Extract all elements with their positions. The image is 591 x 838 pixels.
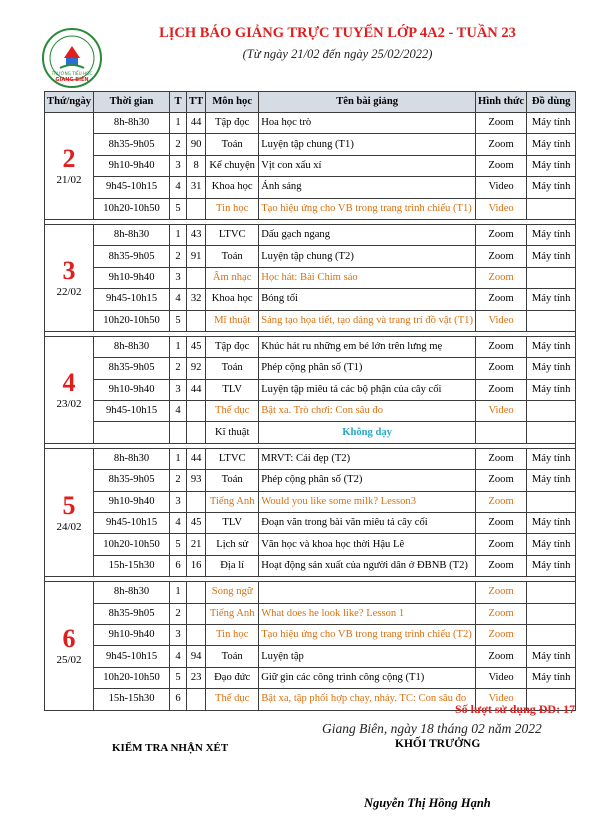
table-row [45,358,576,379]
lesson-cell: Bật xa. Trò chơi: Con sâu đo [259,401,476,422]
day-number: 6 [62,623,76,653]
day-number: 3 [62,255,76,285]
tool-cell: Máy tính [527,336,576,357]
day-cell [45,582,94,710]
time-cell: 9h10-9h40 [94,624,170,645]
t-cell: 3 [170,155,187,176]
tt-cell [187,491,206,512]
table-row [45,422,576,443]
tt-cell: 8 [187,155,206,176]
form-cell [476,422,527,443]
day-cell [45,448,94,576]
head-label: KHỐI TRƯỞNG [395,738,481,750]
svg-text:TRƯỜNG TIỂU HỌC: TRƯỜNG TIỂU HỌC [51,71,93,76]
lesson-cell: Vịt con xấu xí [259,155,476,176]
school-logo [42,28,102,88]
form-cell: Zoom [476,246,527,267]
lesson-cell: Phép cộng phân số (T2) [259,470,476,491]
lesson-cell: Bật xa, tập phối hợp chạy, nhảy. TC: Con sâu đo [259,689,476,710]
subject-cell: Toán [206,134,259,155]
header-day: Thứ/ngày [45,92,94,113]
table-row [45,401,576,422]
time-cell: 8h-8h30 [94,582,170,603]
table-row [45,224,576,245]
t-cell: 4 [170,177,187,198]
time-cell: 9h45-10h15 [94,289,170,310]
time-cell: 9h10-9h40 [94,155,170,176]
lesson-cell: Would you like some milk? Lesson3 [259,491,476,512]
tt-cell [187,401,206,422]
table-row [45,624,576,645]
subject-cell: Khoa học [206,289,259,310]
lesson-cell: Tạo hiệu ứng cho VB trong trang trình chiếu (T1) [259,198,476,219]
tool-cell: Máy tính [527,534,576,555]
tt-cell: 43 [187,224,206,245]
form-cell: Zoom [476,379,527,400]
form-cell: Zoom [476,336,527,357]
time-cell: 8h35-9h05 [94,470,170,491]
subject-cell: Tiếng Anh [206,603,259,624]
subject-cell: Toán [206,358,259,379]
day-cell [45,224,94,331]
form-cell: Zoom [476,534,527,555]
tool-cell [527,422,576,443]
time-cell: 10h20-10h50 [94,534,170,555]
form-cell: Zoom [476,448,527,469]
header-subject: Môn học [206,92,259,113]
time-cell: 9h45-10h15 [94,646,170,667]
table-row [45,289,576,310]
time-cell: 15h-15h30 [94,689,170,710]
tt-cell: 90 [187,134,206,155]
table-row [45,310,576,331]
header-t: T [170,92,187,113]
t-cell: 3 [170,267,187,288]
lesson-cell: Luyện tập chung (T2) [259,246,476,267]
tt-cell: 44 [187,448,206,469]
form-cell: Zoom [476,289,527,310]
lesson-cell: MRVT: Cái đẹp (T2) [259,448,476,469]
tool-cell [527,310,576,331]
tt-cell: 92 [187,358,206,379]
t-cell: 2 [170,358,187,379]
table-header-row [45,92,576,113]
subject-cell: Tin học [206,624,259,645]
t-cell: 5 [170,310,187,331]
tool-cell: Máy tính [527,646,576,667]
form-cell: Zoom [476,224,527,245]
t-cell: 3 [170,624,187,645]
t-cell [170,422,187,443]
subject-cell: TLV [206,379,259,400]
tool-cell [527,491,576,512]
tool-cell: Máy tính [527,470,576,491]
lesson-cell: Không dạy [259,422,476,443]
tool-cell [527,401,576,422]
form-cell: Zoom [476,155,527,176]
tool-cell: Máy tính [527,667,576,688]
tt-cell: 31 [187,177,206,198]
tt-cell: 45 [187,336,206,357]
day-date: 21/02 [56,173,82,186]
usage-count: Số lượt sử dụng ĐD: 17 [455,702,576,716]
form-cell: Video [476,689,527,710]
time-cell: 8h-8h30 [94,448,170,469]
page-title: LỊCH BÁO GIẢNG TRỰC TUYẾN LỚP 4A2 - TUẦN 23 [159,25,516,41]
t-cell: 3 [170,491,187,512]
form-cell: Zoom [476,555,527,576]
schedule-table [44,91,576,711]
table-row [45,379,576,400]
tt-cell [187,422,206,443]
t-cell: 2 [170,246,187,267]
tool-cell: Máy tính [527,155,576,176]
form-cell: Zoom [476,267,527,288]
time-cell [94,422,170,443]
time-cell: 10h20-10h50 [94,667,170,688]
subject-cell: Thể dục [206,401,259,422]
time-cell: 9h45-10h15 [94,513,170,534]
time-cell: 8h-8h30 [94,224,170,245]
t-cell: 1 [170,113,187,134]
tool-cell: Máy tính [527,224,576,245]
lesson-cell: Hoạt động sản xuất của người dân ở ĐBNB (T2) [259,555,476,576]
tool-cell: Máy tính [527,134,576,155]
tt-cell: 44 [187,113,206,134]
tool-cell: Máy tính [527,379,576,400]
table-row [45,646,576,667]
day-cell [45,336,94,443]
time-cell: 8h35-9h05 [94,134,170,155]
subject-cell: Thể dục [206,689,259,710]
signer-name: Nguyễn Thị Hồng Hạnh [364,796,491,810]
lesson-cell: Tạo hiệu ứng cho VB trong trang trình chiếu (T2) [259,624,476,645]
time-cell: 8h35-9h05 [94,246,170,267]
form-cell: Video [476,667,527,688]
time-cell: 8h35-9h05 [94,358,170,379]
tool-cell: Máy tính [527,289,576,310]
subject-cell: Tin học [206,198,259,219]
t-cell: 6 [170,555,187,576]
form-cell: Zoom [476,513,527,534]
lesson-cell: Phép cộng phân số (T1) [259,358,476,379]
tool-cell [527,198,576,219]
form-cell: Video [476,401,527,422]
tt-cell [187,582,206,603]
subject-cell: Mĩ thuật [206,310,259,331]
t-cell: 5 [170,534,187,555]
tool-cell: Máy tính [527,358,576,379]
lesson-cell: Luyện tập miêu tả các bộ phận của cây cối [259,379,476,400]
table-row [45,534,576,555]
lesson-cell: Giữ gìn các công trình công cộng (T1) [259,667,476,688]
day-date: 24/02 [56,520,82,533]
form-cell: Video [476,177,527,198]
tt-cell: 93 [187,470,206,491]
t-cell: 2 [170,470,187,491]
tool-cell: Máy tính [527,555,576,576]
tool-cell [527,267,576,288]
table-row [45,155,576,176]
table-row [45,491,576,512]
subject-cell: Địa lí [206,555,259,576]
lesson-cell: What does he look like? Lesson 1 [259,603,476,624]
time-cell: 9h10-9h40 [94,267,170,288]
time-cell: 15h-15h30 [94,555,170,576]
place-date: Giang Biên, ngày 18 tháng 02 năm 2022 [322,721,542,736]
lesson-cell [259,582,476,603]
tool-cell: Máy tính [527,113,576,134]
svg-text:GIANG BIÊN: GIANG BIÊN [55,77,89,83]
subject-cell: Toán [206,646,259,667]
form-cell: Video [476,198,527,219]
time-cell: 9h10-9h40 [94,379,170,400]
day-number: 5 [62,490,76,520]
tt-cell: 16 [187,555,206,576]
subject-cell: Đạo đức [206,667,259,688]
tool-cell: Máy tính [527,448,576,469]
tt-cell: 32 [187,289,206,310]
time-cell: 9h45-10h15 [94,177,170,198]
tt-cell [187,689,206,710]
form-cell: Zoom [476,470,527,491]
form-cell: Zoom [476,491,527,512]
t-cell: 5 [170,667,187,688]
table-row [45,555,576,576]
lesson-cell: Sáng tạo họa tiết, tạo dáng và trang trí đồ vật (T1) [259,310,476,331]
t-cell: 4 [170,401,187,422]
subject-cell: Tiếng Anh [206,491,259,512]
table-row [45,246,576,267]
tt-cell: 94 [187,646,206,667]
subject-cell: Song ngữ [206,582,259,603]
time-cell: 10h20-10h50 [94,310,170,331]
subject-cell: Kể chuyện [206,155,259,176]
page-subtitle: (Từ ngày 21/02 đến ngày 25/02/2022) [242,47,433,61]
lesson-cell: Luyện tập [259,646,476,667]
time-cell: 9h10-9h40 [94,491,170,512]
t-cell: 6 [170,689,187,710]
day-cell [45,113,94,220]
time-cell: 9h45-10h15 [94,401,170,422]
t-cell: 1 [170,224,187,245]
subject-cell: Khoa học [206,177,259,198]
tt-cell [187,310,206,331]
lesson-cell: Luyện tập chung (T1) [259,134,476,155]
t-cell: 2 [170,603,187,624]
form-cell: Video [476,310,527,331]
table-row [45,667,576,688]
subject-cell: Lịch sử [206,534,259,555]
lesson-cell: Học hát: Bài Chim sáo [259,267,476,288]
day-number: 2 [62,143,76,173]
subject-cell: Tập đọc [206,336,259,357]
subject-cell: LTVC [206,224,259,245]
t-cell: 4 [170,289,187,310]
table-row [45,134,576,155]
t-cell: 1 [170,448,187,469]
form-cell: Zoom [476,113,527,134]
day-date: 25/02 [56,653,82,666]
form-cell: Zoom [476,134,527,155]
tt-cell [187,603,206,624]
table-row [45,603,576,624]
form-cell: Zoom [476,646,527,667]
lesson-cell: Đoạn văn trong bài văn miêu tả cây cối [259,513,476,534]
time-cell: 8h35-9h05 [94,603,170,624]
tool-cell [527,603,576,624]
table-row [45,113,576,134]
tt-cell: 44 [187,379,206,400]
header-tt: TT [187,92,206,113]
tool-cell [527,624,576,645]
tt-cell: 21 [187,534,206,555]
header-form: Hình thức [476,92,527,113]
day-date: 23/02 [56,397,82,410]
lesson-cell: Ánh sáng [259,177,476,198]
tool-cell: Máy tính [527,177,576,198]
subject-cell: Âm nhạc [206,267,259,288]
table-row [45,336,576,357]
table-row [45,177,576,198]
form-cell: Zoom [476,582,527,603]
t-cell: 3 [170,379,187,400]
table-row [45,582,576,603]
table-row [45,513,576,534]
lesson-cell: Văn học và khoa học thời Hậu Lê [259,534,476,555]
table-row [45,470,576,491]
tt-cell [187,267,206,288]
tool-cell: Máy tính [527,513,576,534]
subject-cell: Toán [206,470,259,491]
time-cell: 10h20-10h50 [94,198,170,219]
lesson-cell: Bóng tối [259,289,476,310]
subject-cell: Toán [206,246,259,267]
table-row [45,267,576,288]
time-cell: 8h-8h30 [94,113,170,134]
subject-cell: LTVC [206,448,259,469]
lesson-cell: Hoa học trò [259,113,476,134]
review-label: KIỂM TRA NHẬN XÉT [112,742,229,754]
table-row [45,448,576,469]
t-cell: 2 [170,134,187,155]
form-cell: Zoom [476,624,527,645]
form-cell: Zoom [476,358,527,379]
tool-cell: Máy tính [527,246,576,267]
tt-cell [187,198,206,219]
table-row [45,198,576,219]
tool-cell [527,582,576,603]
time-cell: 8h-8h30 [94,336,170,357]
tt-cell: 23 [187,667,206,688]
t-cell: 1 [170,336,187,357]
lesson-cell: Khúc hát ru những em bé lớn trên lưng mẹ [259,336,476,357]
t-cell: 5 [170,198,187,219]
tt-cell [187,624,206,645]
lesson-cell: Dấu gạch ngang [259,224,476,245]
form-cell: Zoom [476,603,527,624]
header-tool: Đồ dùng [527,92,576,113]
header-time: Thời gian [94,92,170,113]
subject-cell: Tập đọc [206,113,259,134]
t-cell: 4 [170,513,187,534]
t-cell: 4 [170,646,187,667]
subject-cell: TLV [206,513,259,534]
day-date: 22/02 [56,285,82,298]
t-cell: 1 [170,582,187,603]
subject-cell: Kĩ thuật [206,422,259,443]
day-number: 4 [62,367,76,397]
header-lesson: Tên bài giảng [259,92,476,113]
tt-cell: 45 [187,513,206,534]
tt-cell: 91 [187,246,206,267]
